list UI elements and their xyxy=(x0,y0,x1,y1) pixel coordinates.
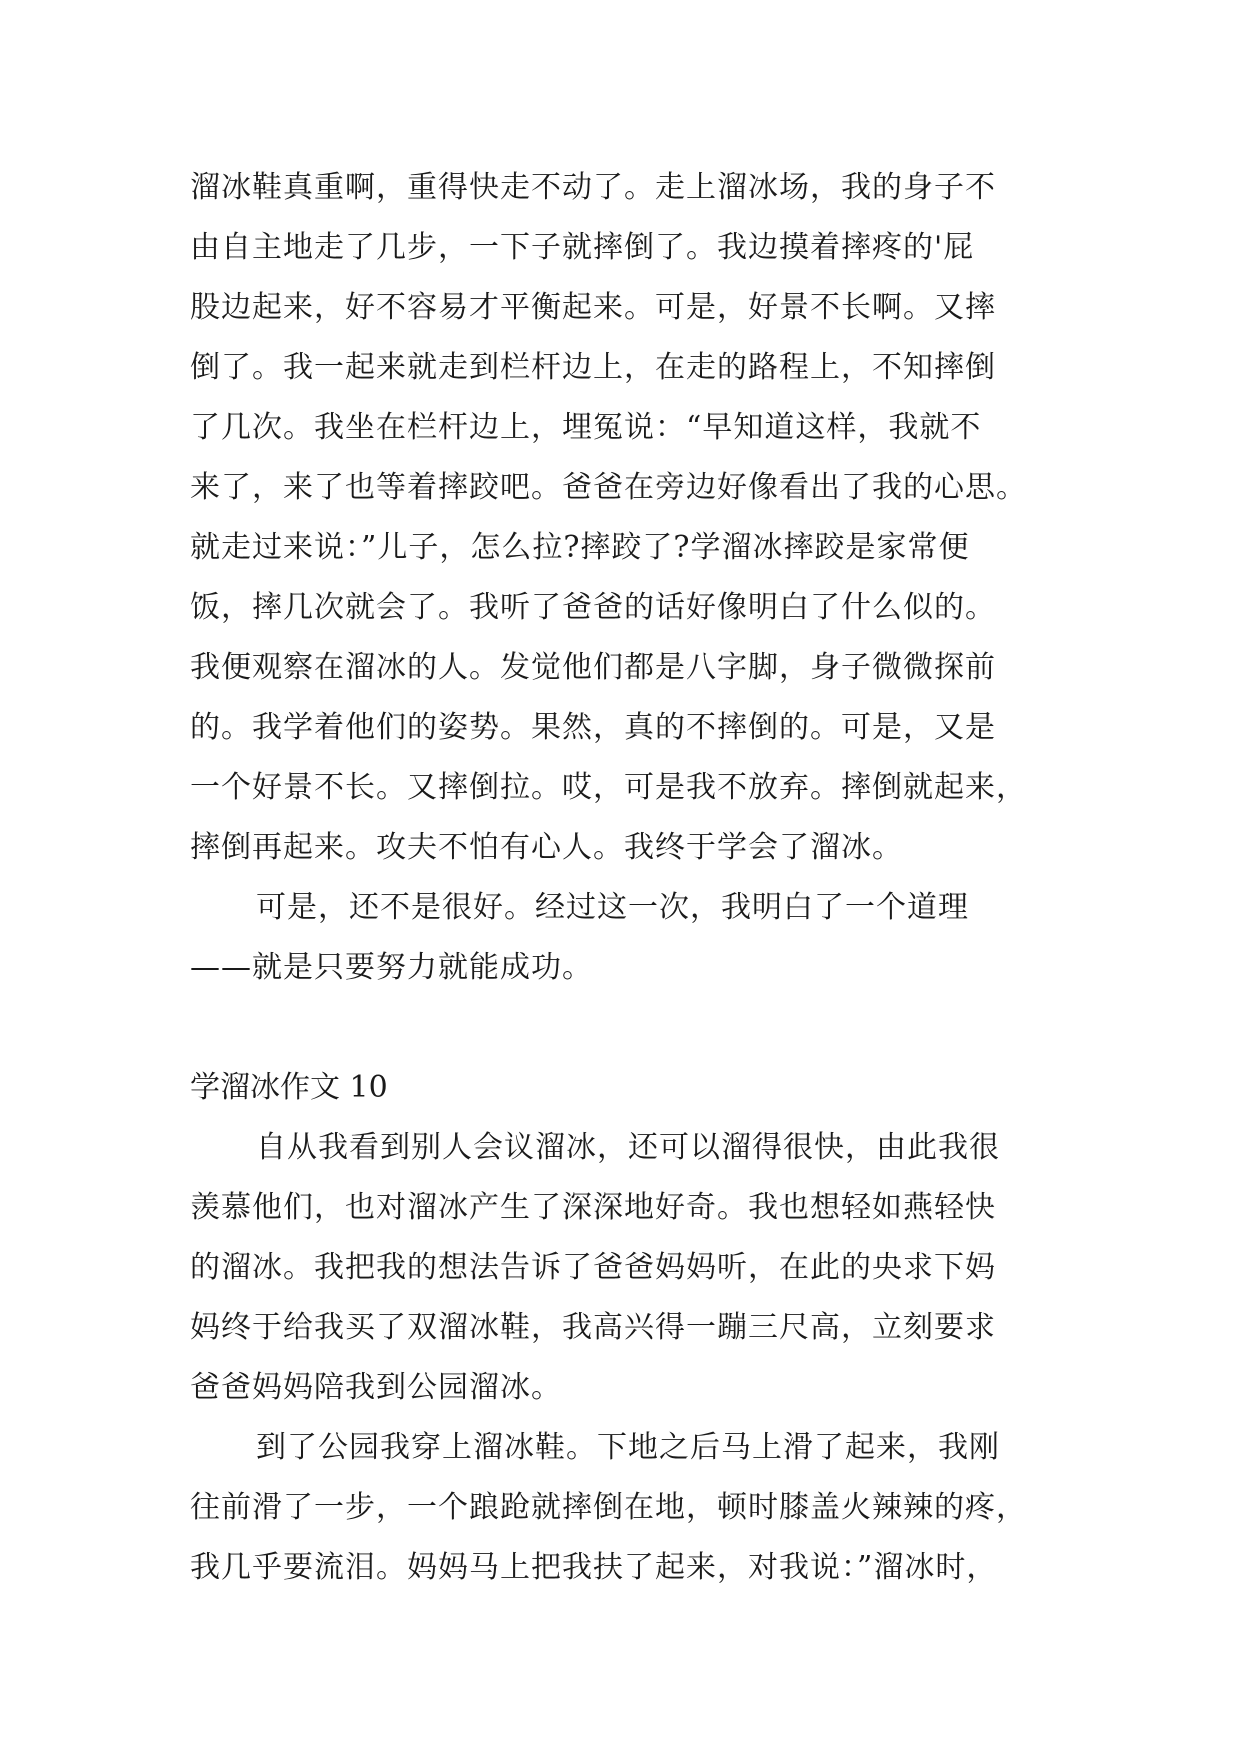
section-a xyxy=(190,158,1060,998)
section-spacer xyxy=(190,998,1060,1058)
text-line: 一个好景不长。又摔倒拉。哎，可是我不放弃。摔倒就起来， xyxy=(190,770,1027,805)
paragraph xyxy=(190,1418,1060,1598)
text-line: ——就是只要努力就能成功。 xyxy=(190,950,593,985)
text-line: 饭，摔几次就会了。我听了爸爸的话好像明白了什么似的。 xyxy=(190,590,996,625)
text-line: 到了公园我穿上溜冰鞋。下地之后马上滑了起来，我刚 xyxy=(256,1430,1000,1465)
text-line: 的。我学着他们的姿势。果然，真的不摔倒的。可是，又是 xyxy=(190,710,996,745)
text-line: 由自主地走了几步，一下子就摔倒了。我边摸着摔疼的'屁 xyxy=(190,230,975,265)
text-line: 就走过来说：”儿子，怎么拉?摔跤了?学溜冰摔跤是家常便 xyxy=(190,530,970,565)
document-page xyxy=(190,158,1060,1598)
paragraph xyxy=(190,878,1060,998)
paragraph xyxy=(190,158,1060,878)
text-line: 爸爸妈妈陪我到公园溜冰。 xyxy=(190,1370,562,1405)
text-line: 溜冰鞋真重啊，重得快走不动了。走上溜冰场，我的身子不 xyxy=(190,170,996,205)
text-line: 倒了。我一起来就走到栏杆边上，在走的路程上，不知摔倒 xyxy=(190,350,996,385)
text-line: 的溜冰。我把我的想法告诉了爸爸妈妈听，在此的央求下妈 xyxy=(190,1250,996,1285)
text-line: 股边起来，好不容易才平衡起来。可是，好景不长啊。又摔 xyxy=(190,290,996,325)
text-line: 自从我看到别人会议溜冰，还可以溜得很快，由此我很 xyxy=(256,1130,1000,1165)
text-line: 来了，来了也等着摔跤吧。爸爸在旁边好像看出了我的心思。 xyxy=(190,470,1027,505)
text-line: 我几乎要流泪。妈妈马上把我扶了起来，对我说：”溜冰时， xyxy=(190,1550,998,1585)
text-line: 了几次。我坐在栏杆边上，埋冤说：“早知道这样，我就不 xyxy=(190,410,982,445)
text-line: 我便观察在溜冰的人。发觉他们都是八字脚，身子微微探前 xyxy=(190,650,996,685)
text-line: 妈终于给我买了双溜冰鞋，我高兴得一蹦三尺高，立刻要求 xyxy=(190,1310,996,1345)
text-line: 摔倒再起来。攻夫不怕有心人。我终于学会了溜冰。 xyxy=(190,830,903,865)
section-b xyxy=(190,1058,1060,1598)
text-line: 可是，还不是很好。经过这一次，我明白了一个道理 xyxy=(256,890,969,925)
text-line: 往前滑了一步，一个踉跄就摔倒在地，顿时膝盖火辣辣的疼， xyxy=(190,1490,1027,1525)
paragraph xyxy=(190,1118,1060,1418)
section-title: 学溜冰作文 10 xyxy=(190,1070,388,1105)
text-line: 羡慕他们，也对溜冰产生了深深地好奇。我也想轻如燕轻快 xyxy=(190,1190,996,1225)
